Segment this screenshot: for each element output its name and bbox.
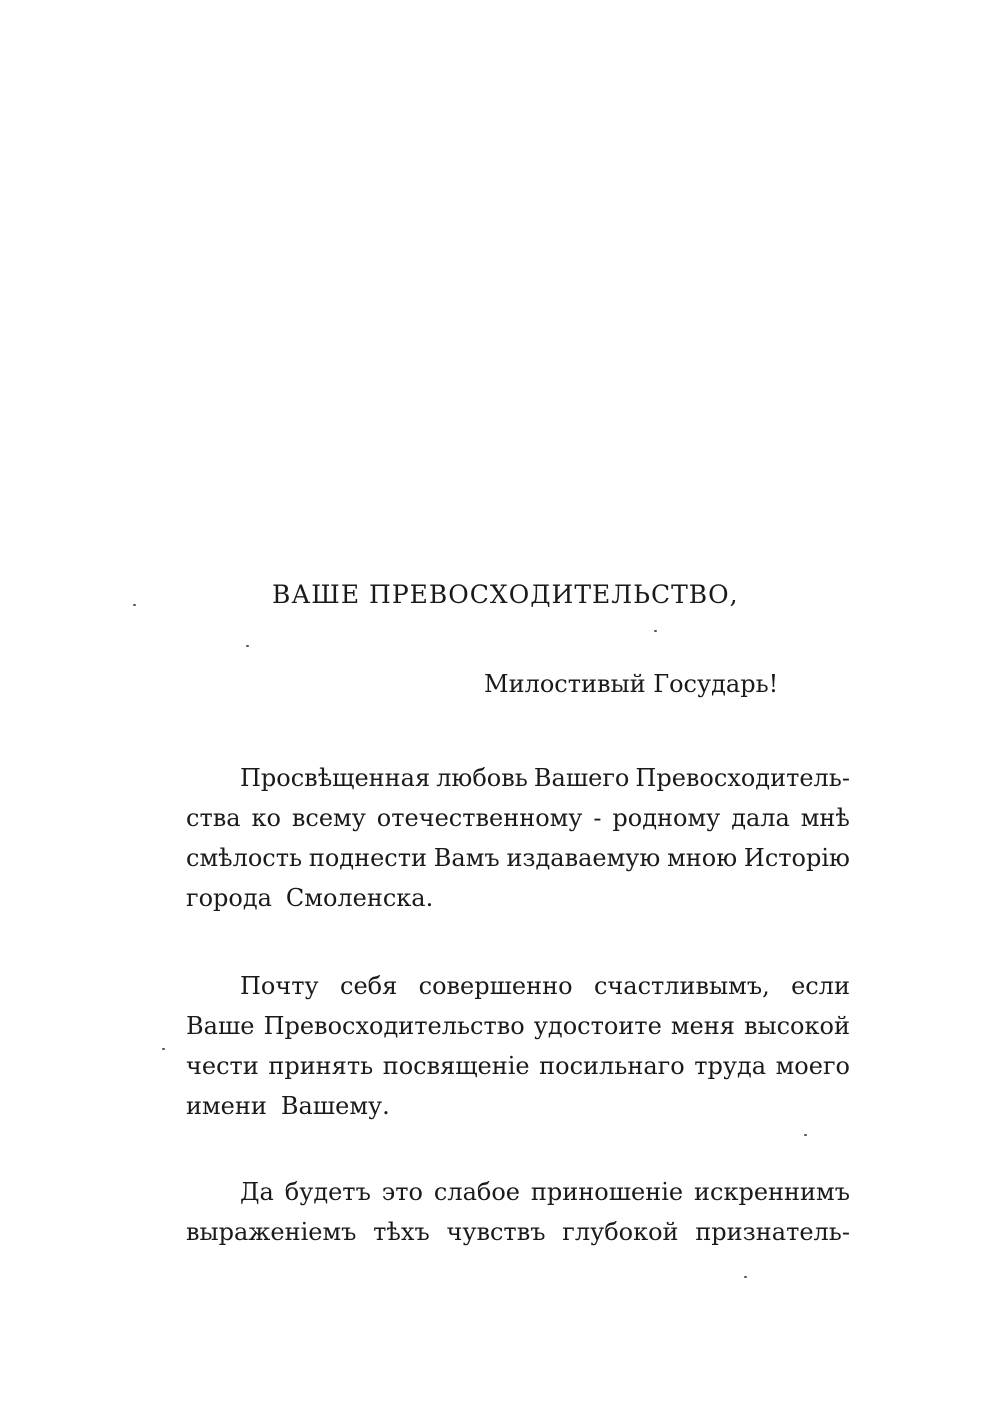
text-line [186, 1046, 850, 1086]
word: чести [186, 1052, 259, 1080]
word: приношеніе [530, 1178, 684, 1206]
word: будетъ [284, 1178, 371, 1206]
word: имени [186, 1092, 267, 1120]
text-line [186, 1086, 850, 1126]
word: посильнаго [539, 1052, 685, 1080]
word: выраженіемъ [186, 1218, 357, 1246]
word: любовь [436, 764, 528, 792]
paragraph-1 [186, 758, 850, 918]
word: Превосходитель- [635, 764, 850, 792]
scan-speck [804, 1134, 807, 1136]
word: Ваше [186, 1012, 255, 1040]
word: ко [251, 804, 281, 832]
word: Смоленска. [285, 884, 434, 912]
salutation: Милостивый Государь! [484, 670, 779, 698]
scan-speck [162, 1048, 165, 1050]
word: Вашему. [280, 1092, 390, 1120]
word: Вашего [533, 764, 630, 792]
word: дала [731, 804, 790, 832]
paragraph-3 [186, 1172, 850, 1252]
dedication-heading: ВАШЕ ПРЕВОСХОДИТЕЛЬСТВО, [272, 580, 739, 609]
word: посвященіе [382, 1052, 530, 1080]
word: признатель- [695, 1218, 850, 1246]
word: себя [340, 972, 398, 1000]
word: мнѣ [800, 804, 850, 832]
word: принять [268, 1052, 374, 1080]
word: искреннимъ [694, 1178, 850, 1206]
word: Просвѣщенная [240, 764, 431, 792]
text-line [186, 758, 850, 798]
word: это [381, 1178, 423, 1206]
text-line [186, 878, 850, 918]
paragraph-2 [186, 966, 850, 1126]
word: смѣлость [186, 844, 303, 872]
text-line [186, 838, 850, 878]
word: всему [291, 804, 366, 832]
word: тѣхъ [373, 1218, 430, 1246]
word: города [186, 884, 272, 912]
word: поднести [308, 844, 427, 872]
scan-speck [133, 604, 136, 606]
text-line [186, 1212, 850, 1252]
word: - [593, 804, 602, 832]
scan-speck [654, 630, 657, 632]
word: отечественному [376, 804, 583, 832]
word: Превосходительство [263, 1012, 525, 1040]
word: издаваемую [506, 844, 661, 872]
word: труда [694, 1052, 767, 1080]
scan-speck [744, 1276, 747, 1278]
word: если [791, 972, 850, 1000]
word: удостоите [533, 1012, 662, 1040]
word: моего [775, 1052, 850, 1080]
word: слабое [433, 1178, 520, 1206]
word: родному [612, 804, 721, 832]
text-line [186, 966, 850, 1006]
word: Исторію [743, 844, 850, 872]
text-line [186, 798, 850, 838]
word: глубокой [562, 1218, 679, 1246]
word: Вамъ [433, 844, 500, 872]
text-line [186, 1172, 850, 1212]
scan-speck [246, 645, 249, 647]
word: чувствъ [446, 1218, 546, 1246]
word: Да [240, 1178, 274, 1206]
word: ства [186, 804, 241, 832]
word: высокой [744, 1012, 850, 1040]
word: меня [670, 1012, 735, 1040]
word: счастливымъ, [593, 972, 770, 1000]
word: совершенно [418, 972, 573, 1000]
word: мною [667, 844, 738, 872]
text-line [186, 1006, 850, 1046]
word: Почту [240, 972, 319, 1000]
